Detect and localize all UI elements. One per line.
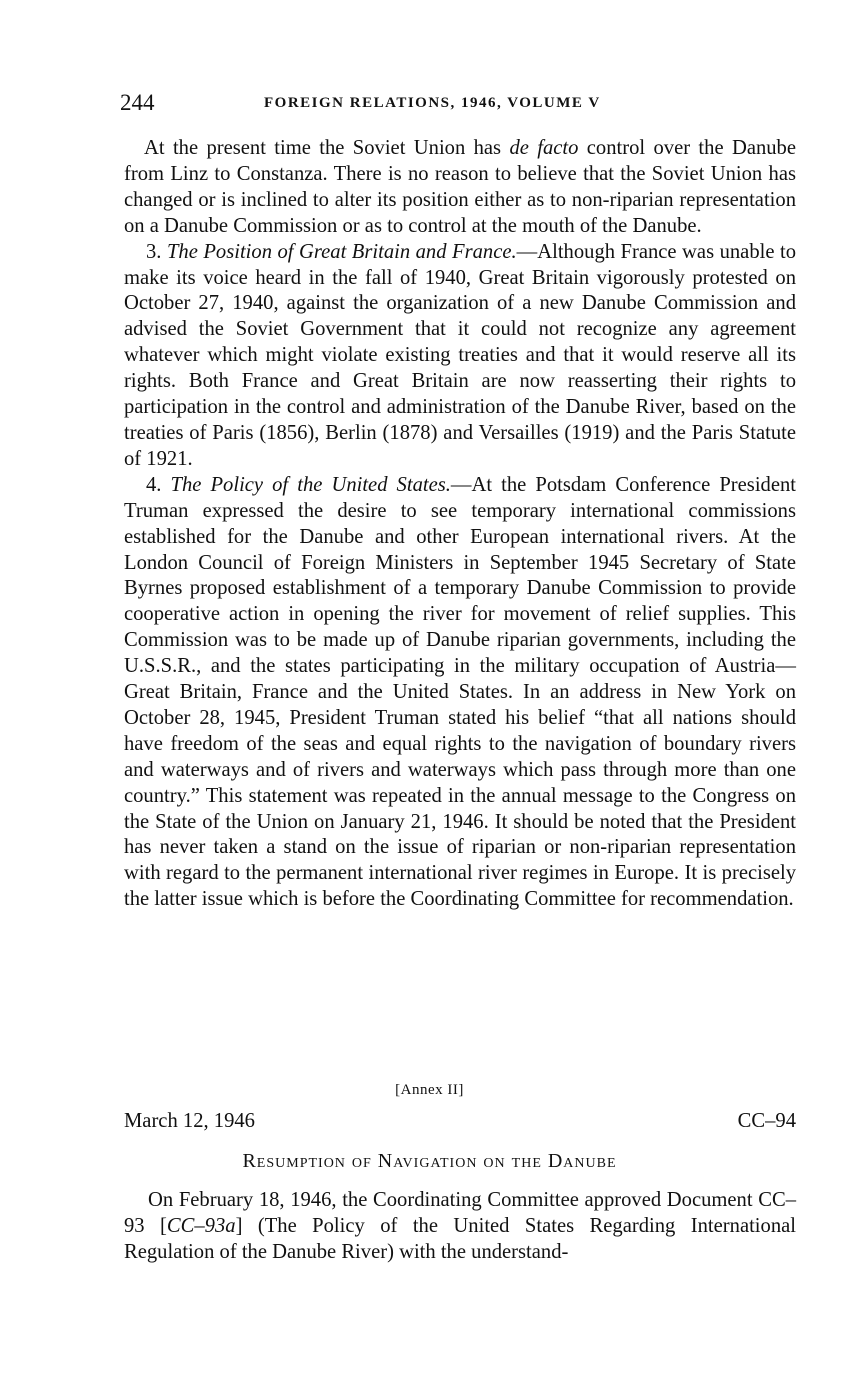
paragraph-soviet-control — [124, 136, 796, 240]
paragraph-us-policy — [124, 473, 796, 913]
annex-date: March 12, 1946 — [124, 1110, 255, 1132]
paragraph-heading: The Policy of the United States. — [170, 473, 451, 496]
emphasis-text: CC–93a — [166, 1215, 236, 1237]
paragraph-text: —Although France was unable to make its voice heard in the fall of 1940, Great Britain vigorously protested on October 27, 1940, against the organization of a new Danube Commission and advised the Soviet Government that it could not recognize any agreement whatever which might violate existing treaties and that it would reserve all its rights. Both France and Great Britain are now reasserting their rights to participation in the control and administration of the Danube River, based on the treaties of Paris (1856), Berlin (1878) and Versailles (1919) and the Paris Statute of 1921. — [124, 240, 796, 470]
annex-text — [124, 1187, 796, 1265]
paragraph-text: —At the Potsdam Conference President Truman expressed the desire to see temporary international commissions established for the Danube and other European international rivers. At the London Council of Foreign Ministers in September 1945 Secretary of State Byrnes proposed establishment of a temporary Danube Commission to provide cooperative action in opening the river for movement of relief supplies. This Commission was to be made up of Danube riparian governments, including the U.S.S.R., and the states participating in the military occupation of Austria—Great Britain, France and the United States. In an address in New York on October 28, 1945, President Truman stated his belief “that all nations should have freedom of the seas and equal rights to the navigation of boundary rivers and waterways and of rivers and waterways which pass through more than one country.” This statement was repeated in the annual message to the Congress on the State of the Union on January 21, 1946. It should be noted that the President has never taken a stand on the issue of riparian or non-riparian representation with regard to the permanent international river regimes in Europe. It is precisely the latter issue which is before the Coordinating Committee for recommendation. — [124, 473, 796, 911]
paragraph-heading: The Position of Great Britain and France. — [166, 240, 517, 263]
emphasis-text: de facto — [509, 137, 579, 159]
running-head: FOREIGN RELATIONS, 1946, VOLUME V — [264, 95, 601, 111]
annex-label: [Annex II] — [395, 1082, 464, 1098]
paragraph-annex — [124, 1187, 796, 1265]
page-header — [120, 90, 800, 120]
annex-title: Resumption of Navigation on the Danube — [242, 1150, 617, 1172]
paragraph-text: ] (The Policy of the United States Regarding International Regulation of the Danube River) with the understand- — [124, 1215, 796, 1263]
paragraph-text: On February 18, 1946, the Coordinating Committee approved Document CC–93 [ — [124, 1189, 796, 1237]
page-number: 244 — [120, 90, 155, 115]
paragraph-number: 3. — [146, 240, 167, 263]
paragraph-number: 4. — [146, 473, 171, 496]
paragraph-text: At the present time the Soviet Union has — [144, 137, 510, 159]
annex-date-line — [124, 1110, 796, 1133]
paragraph-text: control over the Danube from Linz to Constanza. There is no reason to believe that the Soviet Union has changed or is inclined to alter its position either as to non-riparian representation on a Danube Commission or as to control at the mouth of the Danube. — [124, 137, 796, 237]
annex-doc-id: CC–94 — [737, 1110, 796, 1132]
paragraph-britain-france — [124, 240, 796, 473]
main-text — [124, 136, 796, 913]
